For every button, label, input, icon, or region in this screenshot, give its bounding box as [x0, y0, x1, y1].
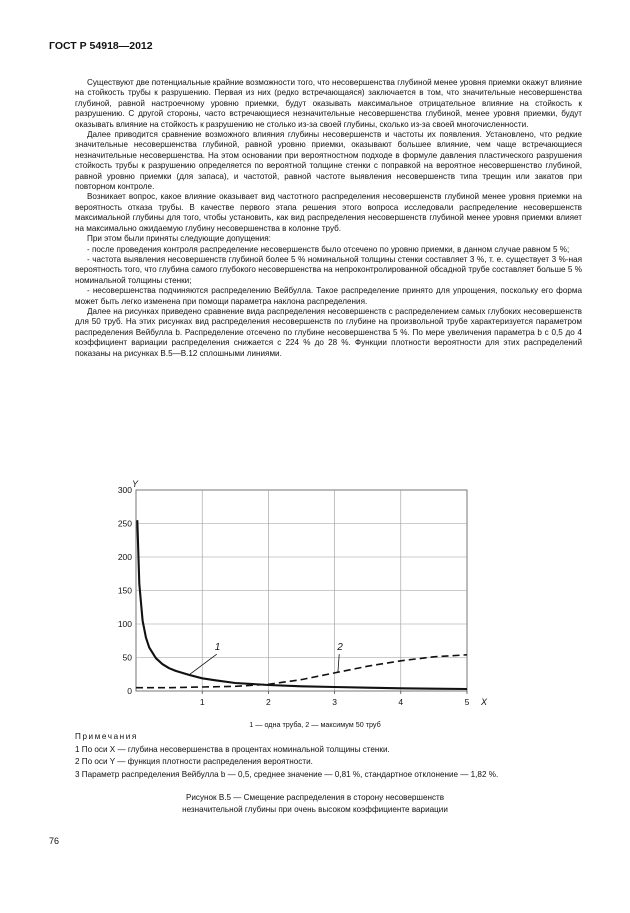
y-tick-label: 300	[117, 485, 132, 495]
paragraph: - после проведения контроля распределение несовершенств было отсечено по уровню приемки, в данном случае равном 5 %;	[87, 244, 570, 254]
y-tick-label: 50	[122, 652, 132, 663]
y-axis-label: Y	[131, 479, 138, 489]
caption-line: Рисунок В.5 — Смещение распределения в сторону несовершенств	[185, 793, 445, 802]
x-axis-label: X	[480, 697, 488, 707]
note-item: 2 По оси Y — функция плотности распределения вероятности.	[75, 757, 313, 766]
paragraph: - частота выявления несовершенств глубиной более 5 % номинальной толщины стенки составляет 3 %, т. е. существует 3 %-ная вероятность того, что глубина самого глубокого несовершенства на непроконтролированной обсадной трубе составляет больше 5 % номинальной толщины стенки;	[75, 254, 582, 285]
x-tick-label: 1	[199, 697, 205, 707]
paragraph: Существуют две потенциальные крайние возможности того, что несовершенства глубиной менее уровня приемки окажут влияние на стойкость трубы к разрушению. Первая из них (редко встречающаяся) заключается в том, что значительные несовершенства глубиной, равной настроечному уровню приемки, будут оказывать максимальное отрицательное влияние на стойкость к разрушению. С другой стороны, часто встречающиеся незначительные несовершенства глубиной, менее уровня приемки, будут оказывать влияние на стойкость к разрушению не столько из-за своей глубины, сколько из-за своей многочисленности.	[75, 78, 582, 129]
paragraph: Далее на рисунках приведено сравнение вида распределения несовершенств с распределением самых глубоких несовершенств для 50 труб. На этих рисунках вид распределения несовершенств по глубине на произвольной трубе характеризуется параметром распределения Вейбулла b. Распределение отсечено по глубине несовершенства 5 %. По мере увеличения параметра b с 0,5 до 4 коэффициент вариации распределения снижается с 224 % до 28 %. Функции плотности вероятности для этих распределений показаны на рисунках В.5—В.12 сплошными линиями.	[75, 306, 582, 358]
weibull-density-chart	[110, 474, 500, 714]
y-tick-label: 0	[127, 686, 132, 696]
paragraph: Возникает вопрос, какое влияние оказывает вид частотного распределения несовершенств глубиной менее уровня приемки на вероятность отказа трубы. В качестве первого этапа решения этого вопроса исследовали распределение несовершенств максимальной глубины для того, чтобы установить, как вид распределения несовершенств глубиной менее уровня приемки влияет на максимально ожидаемую глубину несовершенства в колонне труб.	[75, 192, 582, 233]
figure-caption	[0, 792, 630, 816]
paragraph: - несовершенства подчиняются распределению Вейбулла. Такое распределение принято для упрощения, поскольку его форма может быть легко изменена при помощи параметра наклона распределения.	[75, 286, 582, 306]
paragraph: Далее приводится сравнение возможного влияния глубины несовершенств и частоты их появления. Установлено, что редкие значительные несовершенства глубиной, равной уровню приемки, оказывают большее влияние, чем чаще встречающиеся незначительные несовершенства. На этом основании при вероятностном подходе в формуле давления пластического разрушения стойкость трубы к разрушению определяется по вероятной толщине стенки с поправкой на вероятное несовершенство глубиной, равной уровню приемки (для запаса), и частотой, равной частоте выявления несовершенств типа трещин или закатов при повторном контроле.	[75, 130, 582, 192]
series-label-1: 1	[214, 642, 221, 654]
note-item: 3 Параметр распределения Вейбулла b — 0,5, среднее значение — 0,81 %, стандартное отклонение — 1,82 %.	[75, 769, 499, 779]
x-tick-label: 3	[332, 697, 337, 707]
notes-block	[75, 731, 585, 781]
series-line-1	[137, 520, 467, 689]
series-label-leader	[338, 654, 339, 672]
figure-legend: 1 — одна труба, 2 — максимум 50 труб	[249, 720, 381, 729]
x-tick-label: 4	[398, 697, 404, 707]
y-tick-label: 200	[117, 552, 132, 562]
page-number: 76	[49, 836, 60, 846]
notes-title: Примечания	[75, 732, 138, 741]
series-label-2: 2	[337, 642, 343, 654]
y-tick-label: 150	[117, 585, 132, 596]
series-line-2	[136, 655, 467, 688]
y-tick-label: 100	[117, 619, 132, 629]
x-tick-label: 2	[266, 697, 271, 707]
caption-line: незначительной глубины при очень высоком коэффициенте вариации	[182, 805, 448, 814]
paragraph: При этом были приняты следующие допущения:	[87, 234, 271, 244]
body-text	[75, 78, 582, 359]
note-item: 1 По оси X — глубина несовершенства в процентах номинальной толщины стенки.	[75, 744, 390, 754]
document-header: ГОСТ Р 54918—2012	[49, 40, 153, 52]
y-tick-label: 250	[117, 518, 132, 529]
x-tick-label: 5	[464, 697, 470, 707]
